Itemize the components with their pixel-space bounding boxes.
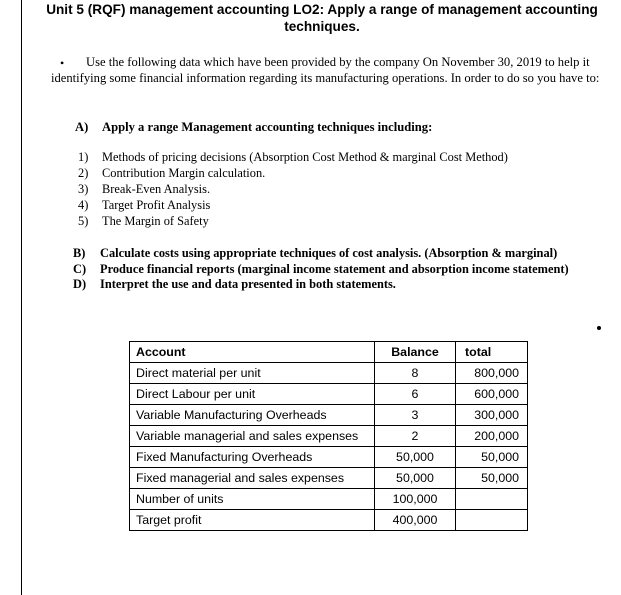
list-item [78, 197, 508, 213]
section-b-heading [73, 246, 618, 262]
table-row [130, 489, 528, 510]
section-b-text: Calculate costs using appropriate techniques of cost analysis. (Absorption & marginal) [100, 246, 558, 260]
cell-account: Direct Labour per unit [130, 384, 375, 405]
list-item [78, 181, 508, 197]
section-d-label: D) [73, 277, 87, 291]
section-a-text: Apply a range Management accounting techniques including: [102, 120, 433, 134]
instructions-text: Use the following data which have been provided by the company On November 30, 2019 to help it identifying some financial information regarding its manufacturing operations. In order to do so you have to: [51, 55, 600, 85]
section-c-label: C) [73, 261, 87, 276]
cell-balance: 100,000 [375, 489, 456, 510]
cell-total: 300,000 [456, 405, 528, 426]
cell-total: 800,000 [456, 363, 528, 384]
list-item-text: Contribution Margin calculation. [102, 166, 266, 180]
instructions-paragraph [51, 55, 611, 86]
cell-account: Number of units [130, 489, 375, 510]
sections-b-c-d [73, 246, 618, 293]
list-item-text: Methods of pricing decisions (Absorption Cost Method & marginal Cost Method) [102, 150, 508, 164]
list-item [78, 149, 508, 165]
section-c-heading [73, 262, 618, 278]
page-title: Unit 5 (RQF) management accounting LO2: Apply a range of management accounting techniques. [46, 2, 598, 34]
table-row [130, 468, 528, 489]
cell-account: Variable managerial and sales expenses [130, 426, 375, 447]
account-data-table [129, 341, 528, 531]
cell-balance: 400,000 [375, 510, 456, 531]
cell-balance: 3 [375, 405, 456, 426]
cell-balance: 50,000 [375, 468, 456, 489]
cell-balance: 50,000 [375, 447, 456, 468]
cell-account: Fixed managerial and sales expenses [130, 468, 375, 489]
list-item-number: 5) [78, 214, 89, 228]
section-a-label: A) [75, 120, 89, 134]
page-left-border [21, 0, 22, 595]
table-row [130, 447, 528, 468]
cell-total [456, 489, 528, 510]
stray-mark [597, 326, 601, 330]
section-d-heading [73, 277, 618, 293]
header-account: Account [130, 342, 375, 363]
section-c-text: Produce financial reports (marginal income statement and absorption income statement) [100, 261, 569, 276]
list-item-text: The Margin of Safety [102, 214, 209, 228]
list-item-number: 1) [78, 150, 89, 164]
cell-total: 200,000 [456, 426, 528, 447]
cell-balance: 2 [375, 426, 456, 447]
table-row [130, 426, 528, 447]
header-balance: Balance [375, 342, 456, 363]
section-d-text: Interpret the use and data presented in both statements. [100, 277, 396, 291]
cell-account: Fixed Manufacturing Overheads [130, 447, 375, 468]
cell-total: 50,000 [456, 447, 528, 468]
list-item-text: Break-Even Analysis. [102, 182, 211, 196]
cell-total: 600,000 [456, 384, 528, 405]
cell-account: Variable Manufacturing Overheads [130, 405, 375, 426]
table-body [130, 363, 528, 531]
list-item [78, 213, 508, 229]
header-total: total [456, 342, 528, 363]
table-row [130, 384, 528, 405]
cell-account: Target profit [130, 510, 375, 531]
table-row [130, 510, 528, 531]
techniques-list [78, 149, 508, 229]
section-b-label: B) [73, 246, 86, 260]
table-row [130, 405, 528, 426]
list-item-text: Target Profit Analysis [102, 198, 211, 212]
cell-balance: 8 [375, 363, 456, 384]
table-header-row [130, 342, 528, 363]
list-item-number: 4) [78, 198, 89, 212]
cell-total: 50,000 [456, 468, 528, 489]
cell-account: Direct material per unit [130, 363, 375, 384]
cell-total [456, 510, 528, 531]
section-a-heading [75, 120, 432, 135]
cell-balance: 6 [375, 384, 456, 405]
bullet-icon: • [60, 56, 65, 70]
table-row [130, 363, 528, 384]
list-item-number: 2) [78, 166, 89, 180]
list-item [78, 165, 508, 181]
list-item-number: 3) [78, 182, 89, 196]
